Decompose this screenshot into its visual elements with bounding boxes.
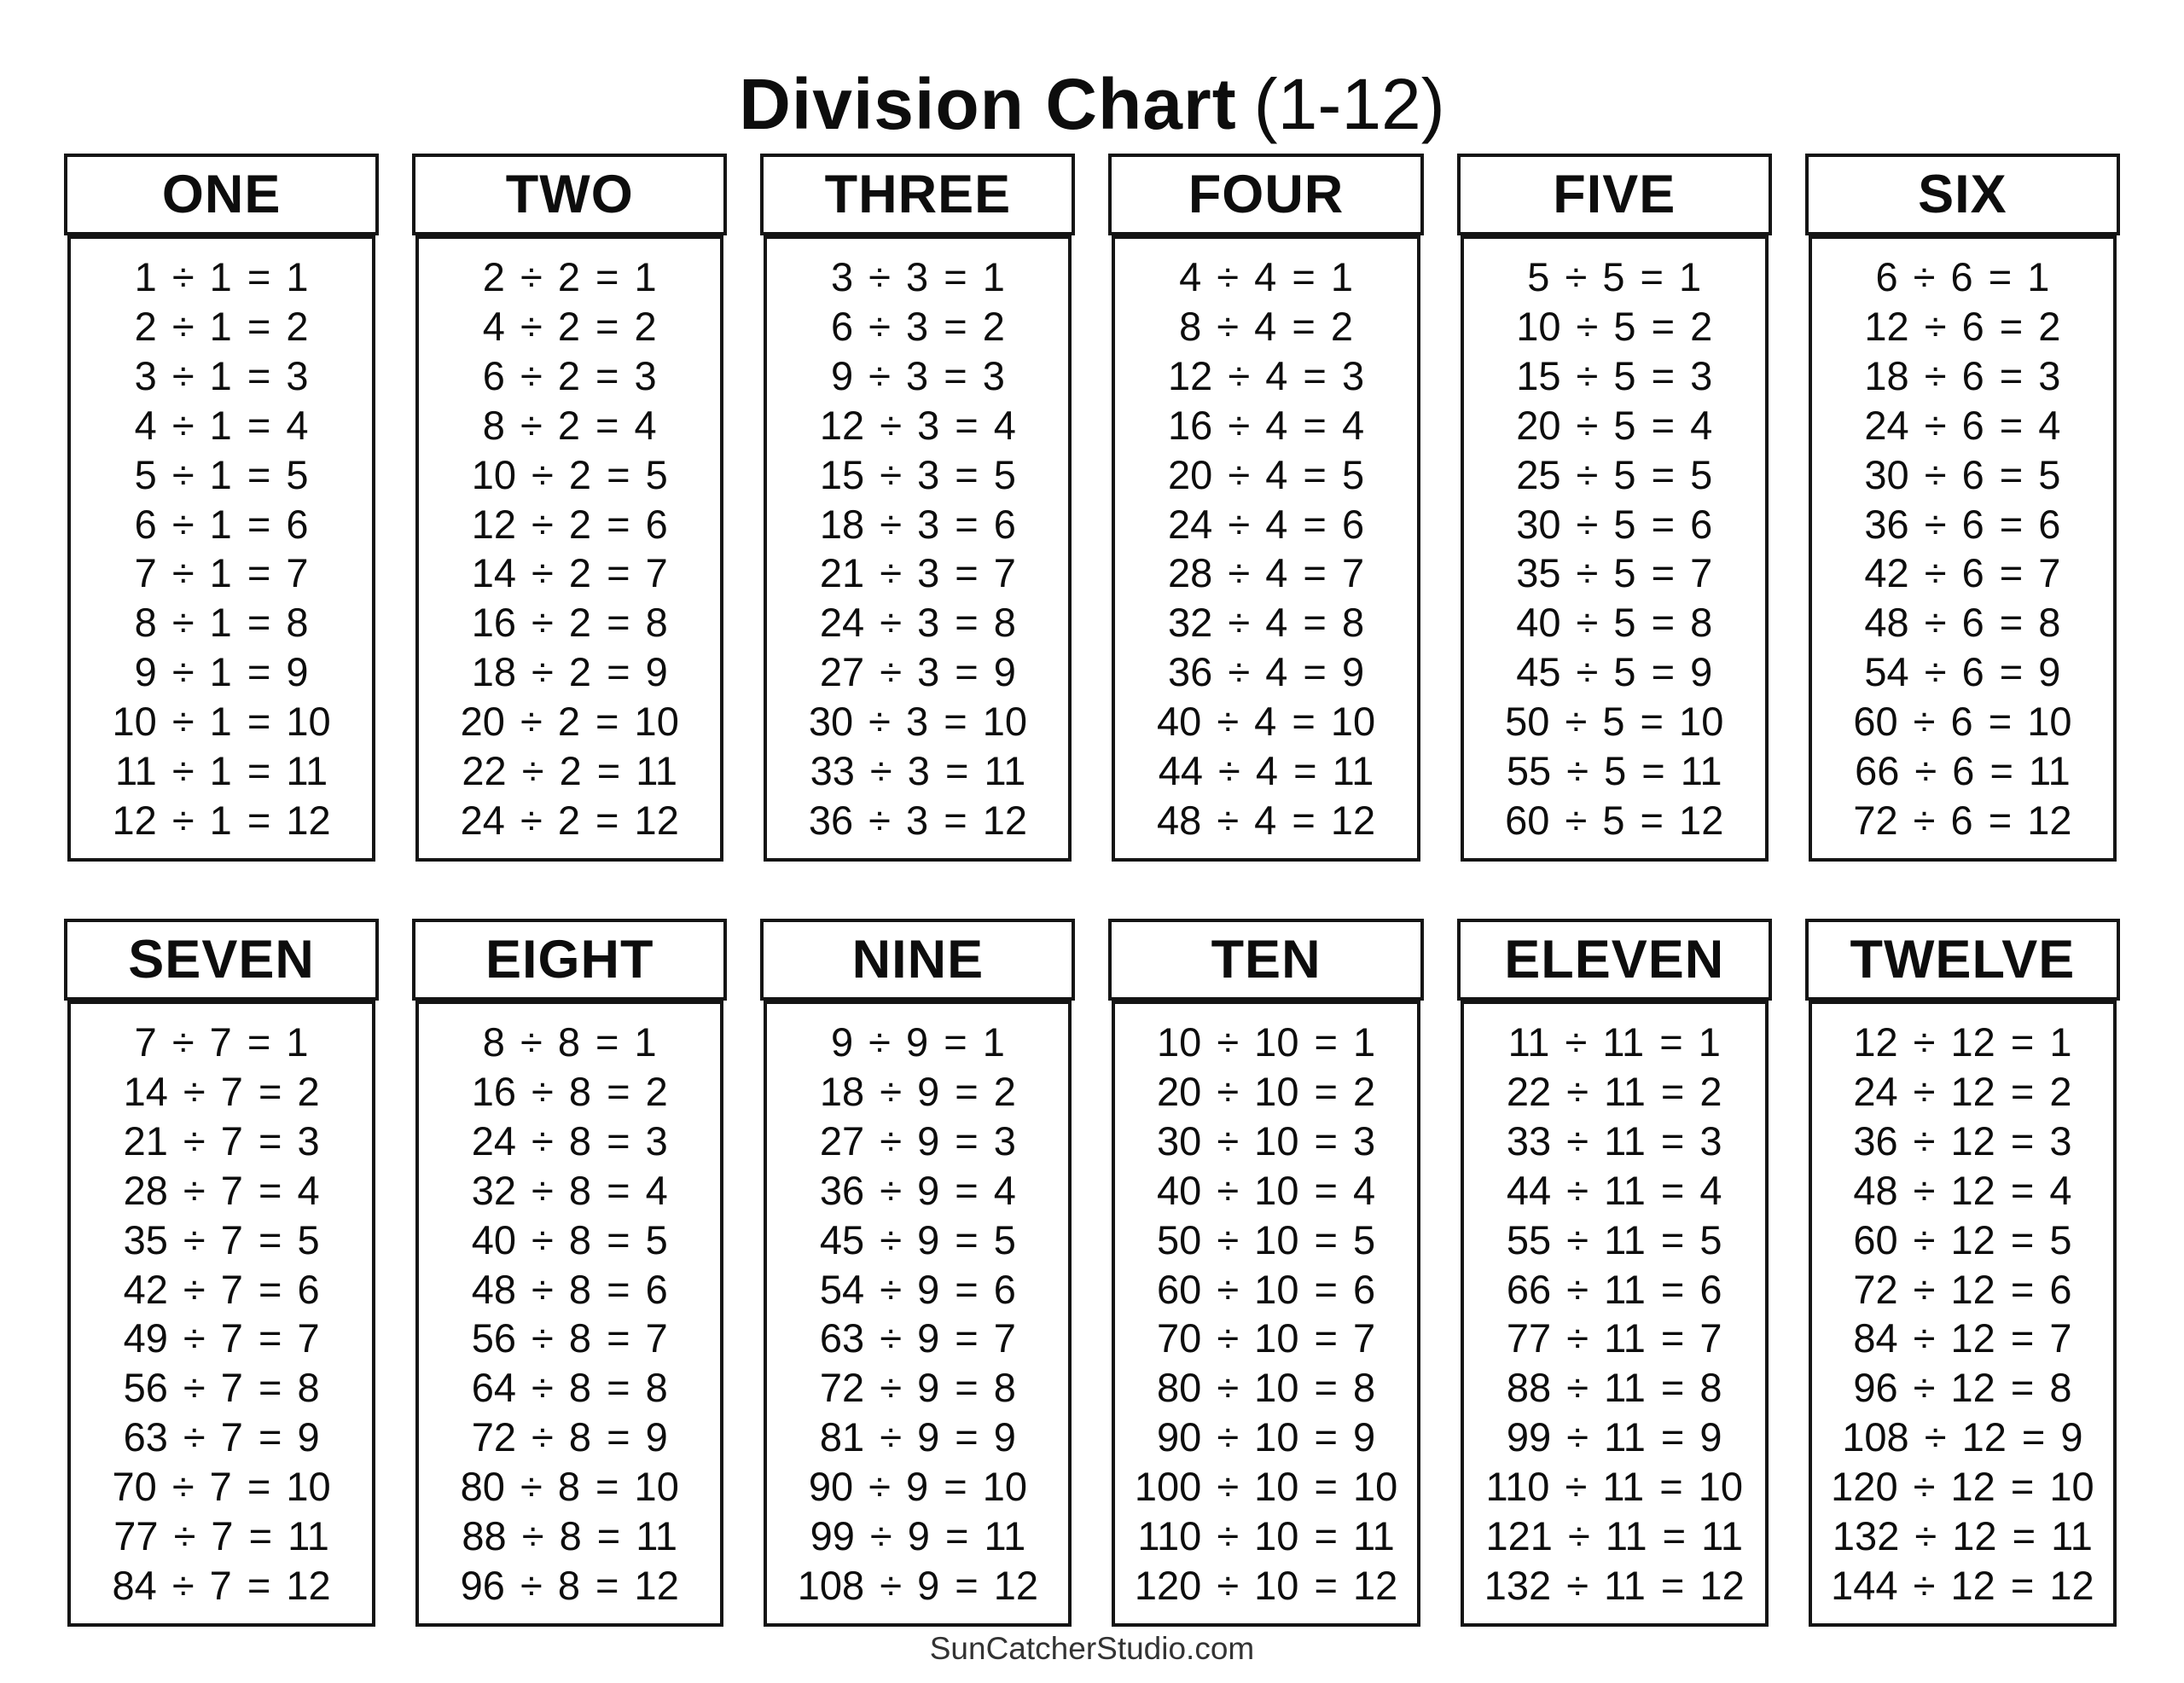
equation-row: 99 ÷ 9 = 11 [810, 1513, 1026, 1559]
table-ten [1108, 919, 1423, 1627]
equation-row: 21 ÷ 3 = 7 [819, 550, 1016, 596]
table-header [1108, 919, 1423, 1001]
equation-row: 40 ÷ 5 = 8 [1516, 600, 1713, 646]
equation-row: 132 ÷ 11 = 12 [1484, 1563, 1745, 1609]
table-four [1108, 154, 1423, 862]
equation-row: 96 ÷ 8 = 12 [460, 1563, 679, 1609]
table-title: ONE [161, 164, 282, 224]
equation-row: 36 ÷ 9 = 4 [819, 1167, 1016, 1213]
equation-row: 30 ÷ 5 = 6 [1516, 501, 1713, 547]
equation-row: 6 ÷ 3 = 2 [830, 303, 1005, 349]
equation-row: 72 ÷ 8 = 9 [471, 1414, 668, 1460]
table-header [760, 919, 1075, 1001]
table-header [1805, 154, 2120, 235]
equation-row: 4 ÷ 1 = 4 [134, 402, 309, 448]
table-body [1112, 235, 1420, 862]
equation-row: 7 ÷ 7 = 1 [134, 1019, 309, 1065]
equation-row: 12 ÷ 6 = 2 [1864, 303, 2061, 349]
table-title: TWELVE [1850, 929, 2076, 989]
equation-row: 63 ÷ 9 = 7 [819, 1315, 1016, 1361]
equation-row: 16 ÷ 2 = 8 [471, 600, 668, 646]
equation-row: 18 ÷ 2 = 9 [471, 649, 668, 695]
equation-row: 24 ÷ 3 = 8 [819, 600, 1016, 646]
table-five [1457, 154, 1772, 862]
equation-row: 24 ÷ 8 = 3 [471, 1117, 668, 1164]
equation-row: 110 ÷ 11 = 10 [1485, 1464, 1743, 1510]
equation-row: 20 ÷ 10 = 2 [1156, 1068, 1376, 1114]
equation-row: 81 ÷ 9 = 9 [819, 1414, 1016, 1460]
equation-row: 80 ÷ 8 = 10 [460, 1464, 679, 1510]
equation-row: 8 ÷ 2 = 4 [482, 402, 657, 448]
equation-row: 90 ÷ 9 = 10 [808, 1464, 1027, 1510]
equation-row: 1 ÷ 1 = 1 [134, 253, 309, 299]
equation-row: 144 ÷ 12 = 12 [1831, 1563, 2094, 1609]
equation-row: 60 ÷ 5 = 12 [1505, 798, 1724, 844]
equation-row: 33 ÷ 3 = 11 [810, 748, 1026, 794]
equation-row: 10 ÷ 5 = 2 [1516, 303, 1713, 349]
equation-row: 6 ÷ 1 = 6 [134, 501, 309, 547]
table-body [1461, 235, 1769, 862]
equation-row: 60 ÷ 6 = 10 [1853, 699, 2072, 745]
equation-row: 14 ÷ 7 = 2 [123, 1068, 320, 1114]
equation-row: 88 ÷ 11 = 8 [1506, 1365, 1722, 1411]
table-title: NINE [851, 929, 985, 989]
table-header [1457, 919, 1772, 1001]
equation-row: 48 ÷ 12 = 4 [1853, 1167, 2072, 1213]
equation-row: 24 ÷ 12 = 2 [1853, 1068, 2072, 1114]
equation-row: 110 ÷ 10 = 11 [1137, 1513, 1395, 1559]
equation-row: 32 ÷ 4 = 8 [1168, 600, 1365, 646]
table-six [1805, 154, 2120, 862]
equation-row: 64 ÷ 8 = 8 [471, 1365, 668, 1411]
equation-row: 12 ÷ 1 = 12 [112, 798, 331, 844]
equation-row: 6 ÷ 6 = 1 [1875, 253, 2050, 299]
equation-row: 8 ÷ 8 = 1 [482, 1019, 657, 1065]
equation-row: 99 ÷ 11 = 9 [1506, 1414, 1722, 1460]
page-title [0, 63, 2184, 146]
table-header [64, 919, 379, 1001]
equation-row: 32 ÷ 8 = 4 [471, 1167, 668, 1213]
equation-row: 72 ÷ 12 = 6 [1853, 1266, 2072, 1312]
equation-row: 14 ÷ 2 = 7 [471, 550, 668, 596]
table-title: ELEVEN [1504, 929, 1725, 989]
equation-row: 100 ÷ 10 = 10 [1134, 1464, 1398, 1510]
equation-row: 44 ÷ 4 = 11 [1158, 748, 1374, 794]
page-title-range: (1-12) [1253, 64, 1445, 145]
equation-row: 5 ÷ 5 = 1 [1527, 253, 1702, 299]
equation-row: 30 ÷ 10 = 3 [1156, 1117, 1376, 1164]
equation-row: 30 ÷ 6 = 5 [1864, 451, 2061, 497]
equation-row: 48 ÷ 6 = 8 [1864, 600, 2061, 646]
equation-row: 36 ÷ 12 = 3 [1853, 1117, 2072, 1164]
equation-row: 56 ÷ 7 = 8 [123, 1365, 320, 1411]
table-three [760, 154, 1075, 862]
table-body [764, 235, 1072, 862]
equation-row: 20 ÷ 2 = 10 [460, 699, 679, 745]
equation-row: 10 ÷ 10 = 1 [1156, 1019, 1376, 1065]
equation-row: 11 ÷ 1 = 11 [114, 748, 328, 794]
equation-row: 20 ÷ 4 = 5 [1168, 451, 1365, 497]
equation-row: 48 ÷ 4 = 12 [1156, 798, 1376, 844]
equation-row: 2 ÷ 1 = 2 [134, 303, 309, 349]
equation-row: 3 ÷ 1 = 3 [134, 352, 309, 398]
table-header [1457, 154, 1772, 235]
table-header [412, 919, 727, 1001]
table-title: SEVEN [128, 929, 315, 989]
equation-row: 9 ÷ 3 = 3 [830, 352, 1005, 398]
equation-row: 42 ÷ 7 = 6 [123, 1266, 320, 1312]
table-body [1809, 1001, 2117, 1627]
table-header [412, 154, 727, 235]
equation-row: 6 ÷ 2 = 3 [482, 352, 657, 398]
table-header [760, 154, 1075, 235]
page-title-main: Division Chart [739, 64, 1237, 145]
table-eleven [1457, 919, 1772, 1627]
equation-row: 72 ÷ 9 = 8 [819, 1365, 1016, 1411]
table-title: SIX [1918, 164, 2007, 224]
table-one [64, 154, 379, 862]
equation-row: 50 ÷ 5 = 10 [1505, 699, 1724, 745]
equation-row: 9 ÷ 1 = 9 [134, 649, 309, 695]
equation-row: 55 ÷ 11 = 5 [1506, 1216, 1722, 1262]
equation-row: 10 ÷ 2 = 5 [471, 451, 668, 497]
equation-row: 16 ÷ 4 = 4 [1168, 402, 1365, 448]
equation-row: 121 ÷ 11 = 11 [1485, 1513, 1743, 1559]
table-body [1461, 1001, 1769, 1627]
equation-row: 24 ÷ 2 = 12 [460, 798, 679, 844]
equation-row: 45 ÷ 9 = 5 [819, 1216, 1016, 1262]
equation-row: 88 ÷ 8 = 11 [462, 1513, 678, 1559]
equation-row: 42 ÷ 6 = 7 [1864, 550, 2061, 596]
equation-row: 132 ÷ 12 = 11 [1832, 1513, 2093, 1559]
table-title: FIVE [1553, 164, 1676, 224]
tables-grid [64, 154, 2120, 1627]
table-title: THREE [824, 164, 1012, 224]
equation-row: 33 ÷ 11 = 3 [1506, 1117, 1722, 1164]
equation-row: 55 ÷ 5 = 11 [1506, 748, 1722, 794]
table-body [67, 235, 375, 862]
equation-row: 12 ÷ 4 = 3 [1168, 352, 1365, 398]
table-body [415, 235, 723, 862]
table-title: TEN [1211, 929, 1321, 989]
equation-row: 77 ÷ 7 = 11 [113, 1513, 329, 1559]
equation-row: 70 ÷ 10 = 7 [1156, 1315, 1376, 1361]
table-twelve [1805, 919, 2120, 1627]
table-body [1809, 235, 2117, 862]
equation-row: 30 ÷ 3 = 10 [808, 699, 1027, 745]
equation-row: 27 ÷ 3 = 9 [819, 649, 1016, 695]
equation-row: 28 ÷ 7 = 4 [123, 1167, 320, 1213]
equation-row: 8 ÷ 4 = 2 [1179, 303, 1354, 349]
equation-row: 35 ÷ 7 = 5 [123, 1216, 320, 1262]
equation-row: 18 ÷ 3 = 6 [819, 501, 1016, 547]
equation-row: 25 ÷ 5 = 5 [1516, 451, 1713, 497]
equation-row: 27 ÷ 9 = 3 [819, 1117, 1016, 1164]
equation-row: 50 ÷ 10 = 5 [1156, 1216, 1376, 1262]
equation-row: 36 ÷ 6 = 6 [1864, 501, 2061, 547]
equation-row: 54 ÷ 9 = 6 [819, 1266, 1016, 1312]
equation-row: 20 ÷ 5 = 4 [1516, 402, 1713, 448]
table-header [1805, 919, 2120, 1001]
equation-row: 49 ÷ 7 = 7 [123, 1315, 320, 1361]
equation-row: 12 ÷ 3 = 4 [819, 402, 1016, 448]
equation-row: 21 ÷ 7 = 3 [123, 1117, 320, 1164]
equation-row: 108 ÷ 9 = 12 [797, 1563, 1039, 1609]
equation-row: 40 ÷ 8 = 5 [471, 1216, 668, 1262]
equation-row: 72 ÷ 6 = 12 [1853, 798, 2072, 844]
equation-row: 5 ÷ 1 = 5 [134, 451, 309, 497]
equation-row: 90 ÷ 10 = 9 [1156, 1414, 1376, 1460]
equation-row: 63 ÷ 7 = 9 [123, 1414, 320, 1460]
equation-row: 28 ÷ 4 = 7 [1168, 550, 1365, 596]
table-seven [64, 919, 379, 1627]
equation-row: 60 ÷ 12 = 5 [1853, 1216, 2072, 1262]
equation-row: 84 ÷ 7 = 12 [112, 1563, 331, 1609]
equation-row: 2 ÷ 2 = 1 [482, 253, 657, 299]
equation-row: 70 ÷ 7 = 10 [112, 1464, 331, 1510]
equation-row: 66 ÷ 6 = 11 [1855, 748, 2071, 794]
equation-row: 84 ÷ 12 = 7 [1853, 1315, 2072, 1361]
table-title: FOUR [1188, 164, 1345, 224]
table-body [1112, 1001, 1420, 1627]
table-two [412, 154, 727, 862]
equation-row: 120 ÷ 10 = 12 [1134, 1563, 1398, 1609]
table-body [764, 1001, 1072, 1627]
equation-row: 45 ÷ 5 = 9 [1516, 649, 1713, 695]
equation-row: 40 ÷ 4 = 10 [1156, 699, 1376, 745]
table-header [64, 154, 379, 235]
equation-row: 15 ÷ 3 = 5 [819, 451, 1016, 497]
equation-row: 22 ÷ 11 = 2 [1506, 1068, 1722, 1114]
equation-row: 56 ÷ 8 = 7 [471, 1315, 668, 1361]
equation-row: 22 ÷ 2 = 11 [462, 748, 678, 794]
table-body [415, 1001, 723, 1627]
equation-row: 10 ÷ 1 = 10 [112, 699, 331, 745]
equation-row: 11 ÷ 11 = 1 [1507, 1019, 1721, 1065]
equation-row: 16 ÷ 8 = 2 [471, 1068, 668, 1114]
table-header [1108, 154, 1423, 235]
equation-row: 36 ÷ 3 = 12 [808, 798, 1027, 844]
equation-row: 60 ÷ 10 = 6 [1156, 1266, 1376, 1312]
equation-row: 80 ÷ 10 = 8 [1156, 1365, 1376, 1411]
equation-row: 9 ÷ 9 = 1 [830, 1019, 1005, 1065]
equation-row: 18 ÷ 9 = 2 [819, 1068, 1016, 1114]
equation-row: 8 ÷ 1 = 8 [134, 600, 309, 646]
equation-row: 3 ÷ 3 = 1 [830, 253, 1005, 299]
equation-row: 44 ÷ 11 = 4 [1506, 1167, 1722, 1213]
equation-row: 48 ÷ 8 = 6 [471, 1266, 668, 1312]
equation-row: 24 ÷ 4 = 6 [1168, 501, 1365, 547]
equation-row: 108 ÷ 12 = 9 [1842, 1414, 2083, 1460]
equation-row: 15 ÷ 5 = 3 [1516, 352, 1713, 398]
table-nine [760, 919, 1075, 1627]
equation-row: 24 ÷ 6 = 4 [1864, 402, 2061, 448]
equation-row: 77 ÷ 11 = 7 [1506, 1315, 1722, 1361]
equation-row: 96 ÷ 12 = 8 [1853, 1365, 2072, 1411]
equation-row: 12 ÷ 12 = 1 [1853, 1019, 2072, 1065]
equation-row: 35 ÷ 5 = 7 [1516, 550, 1713, 596]
equation-row: 18 ÷ 6 = 3 [1864, 352, 2061, 398]
equation-row: 7 ÷ 1 = 7 [134, 550, 309, 596]
table-body [67, 1001, 375, 1627]
table-eight [412, 919, 727, 1627]
equation-row: 120 ÷ 12 = 10 [1831, 1464, 2094, 1510]
table-title: TWO [505, 164, 634, 224]
equation-row: 54 ÷ 6 = 9 [1864, 649, 2061, 695]
equation-row: 36 ÷ 4 = 9 [1168, 649, 1365, 695]
footer-credit: SunCatcherStudio.com [929, 1631, 1255, 1666]
equation-row: 12 ÷ 2 = 6 [471, 501, 668, 547]
equation-row: 40 ÷ 10 = 4 [1156, 1167, 1376, 1213]
equation-row: 66 ÷ 11 = 6 [1506, 1266, 1722, 1312]
equation-row: 4 ÷ 4 = 1 [1179, 253, 1354, 299]
equation-row: 4 ÷ 2 = 2 [482, 303, 657, 349]
table-title: EIGHT [485, 929, 654, 989]
